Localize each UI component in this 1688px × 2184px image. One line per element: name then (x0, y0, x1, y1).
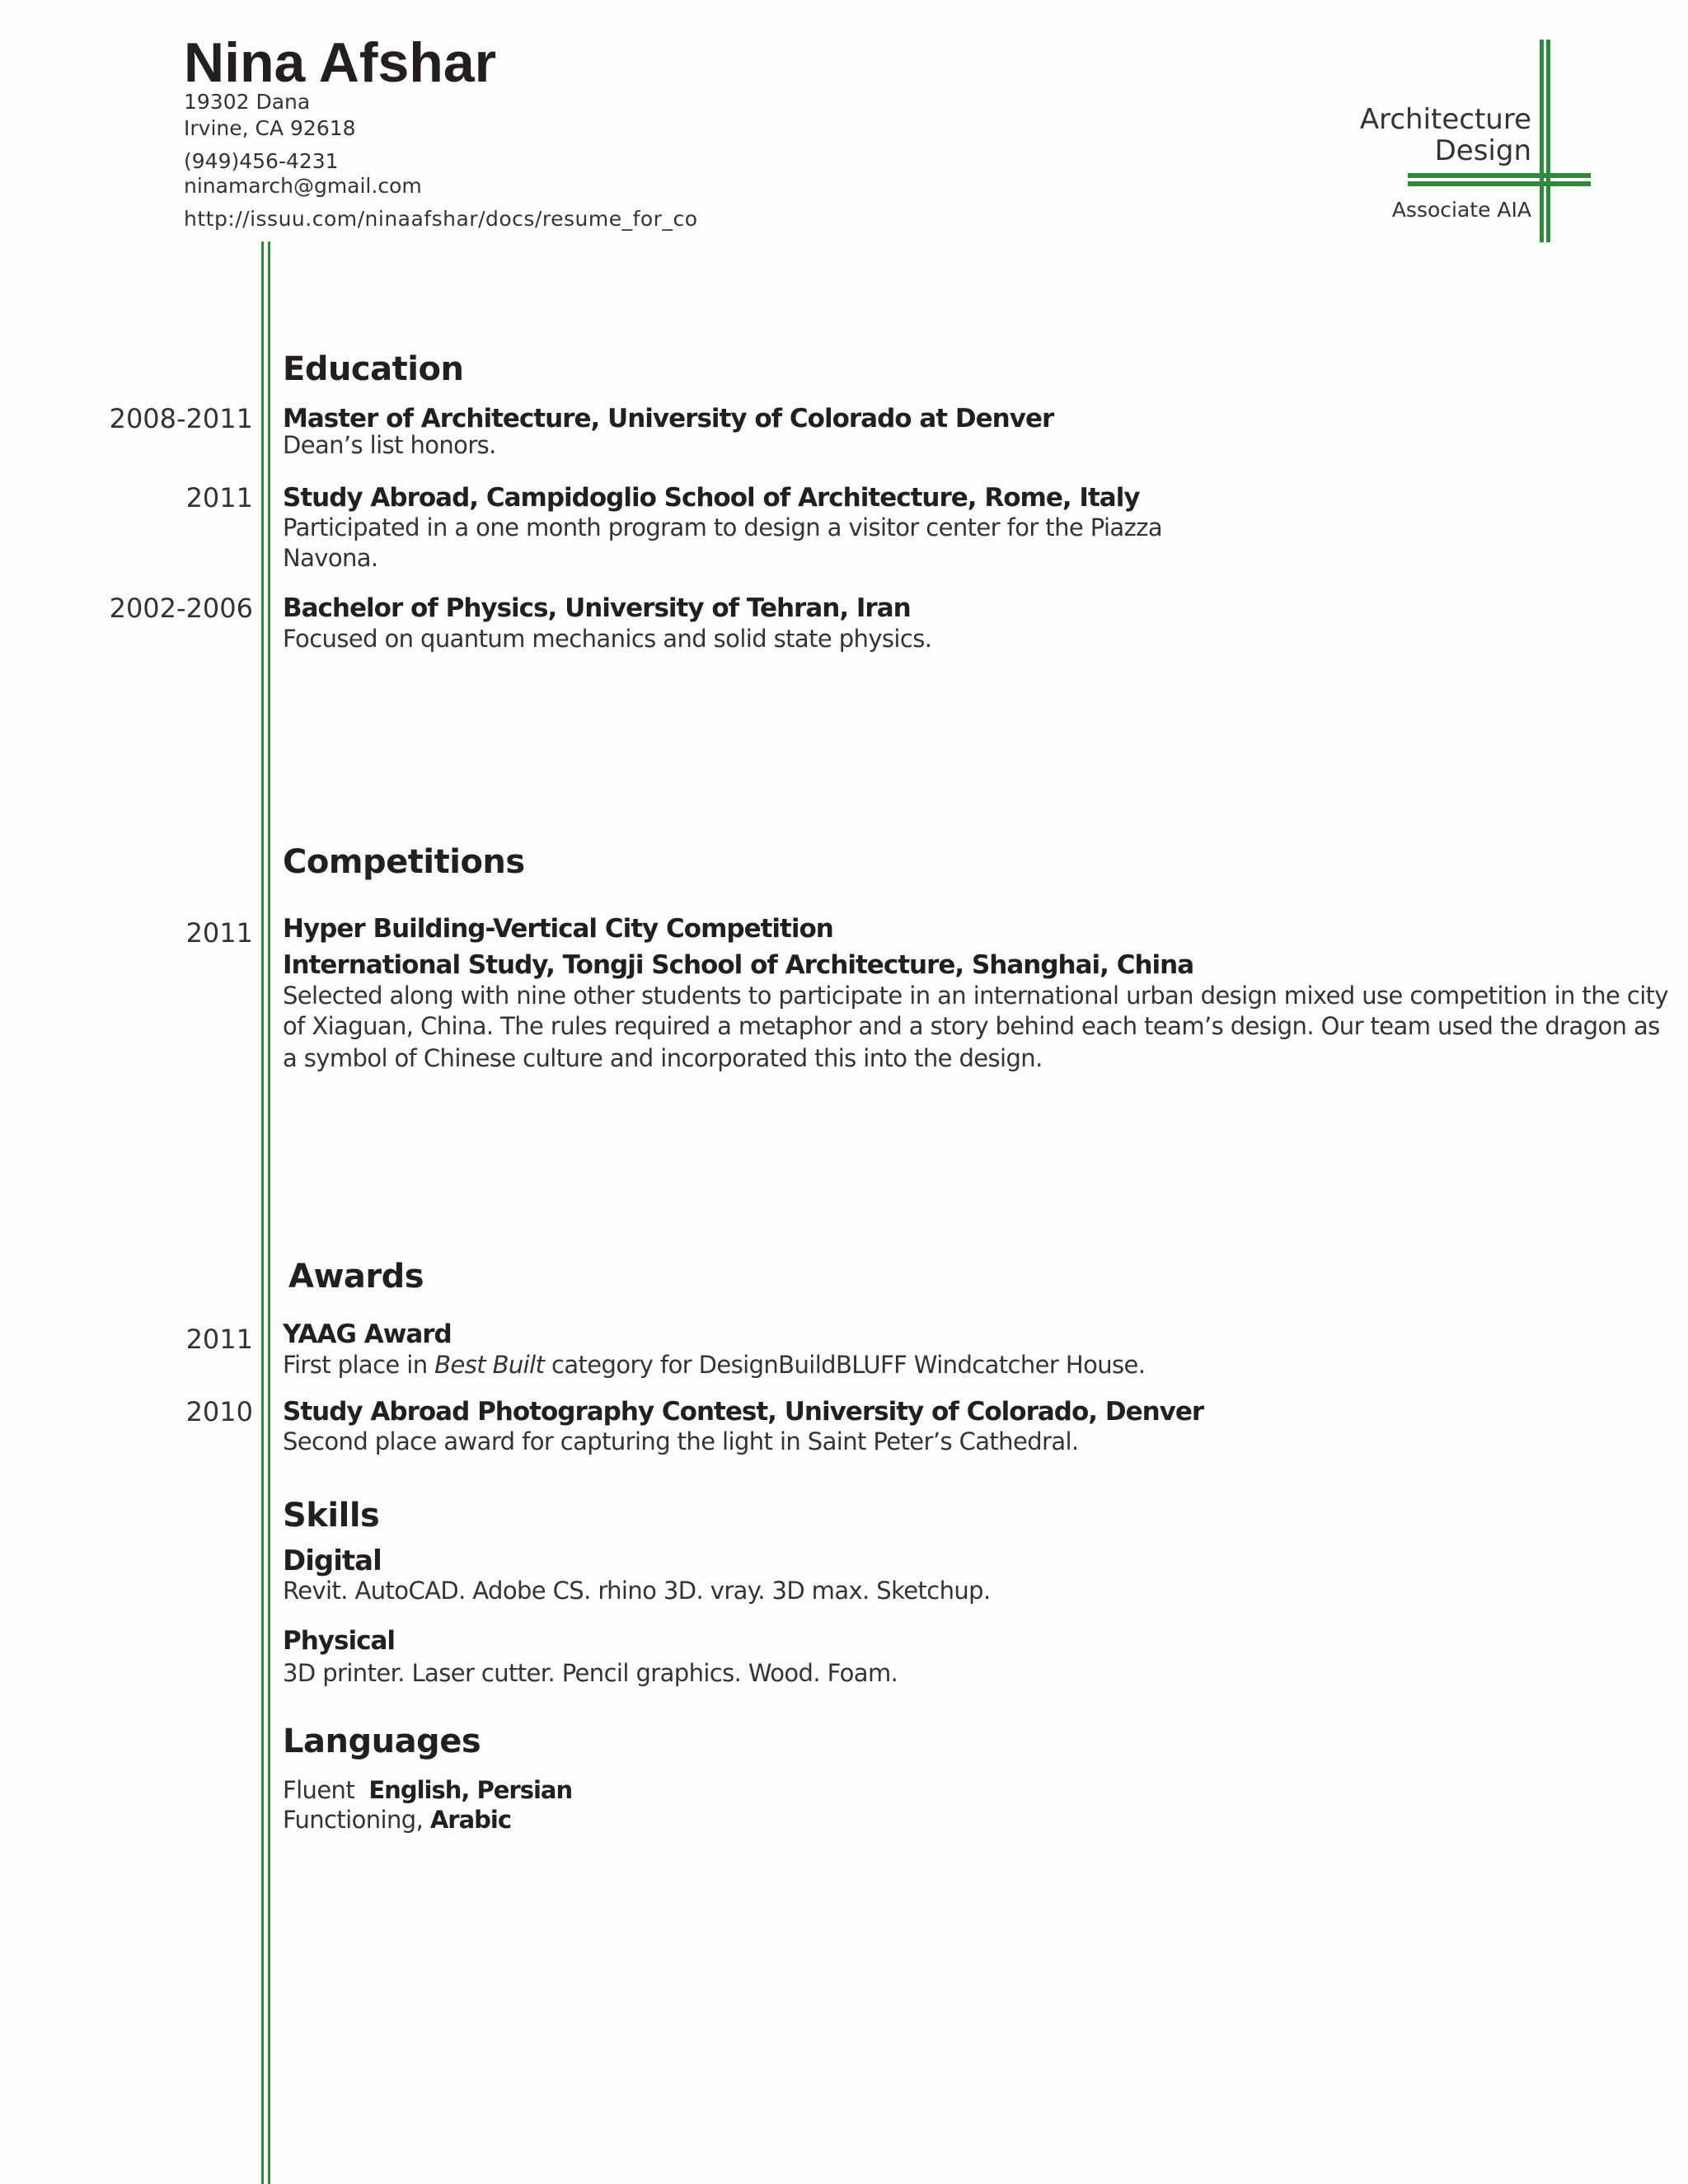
languages-fluent (283, 1775, 572, 1806)
competition-years: 2011 (185, 917, 253, 949)
portfolio-link[interactable]: http://issuu.com/ninaafshar/docs/resume_for_co (184, 207, 698, 231)
competition-subtitle: International Study, Tongji School of Architecture, Shanghai, China (283, 950, 1194, 980)
education-entry-title: Master of Architecture, University of Colorado at Denver (283, 404, 1054, 434)
competition-text: a symbol of Chinese culture and incorporated this into the design. (283, 1044, 1043, 1072)
award-text-after: category for DesignBuildBLUFF Windcatcher House. (544, 1351, 1146, 1379)
fluent-values: English, Persian (368, 1776, 573, 1804)
education-years: 2011 (185, 482, 253, 513)
competitions-heading: Competitions (283, 843, 525, 881)
award-text (283, 1350, 1145, 1380)
logo-title (1360, 104, 1531, 166)
logo-subtitle: Associate AIA (1391, 198, 1531, 222)
education-entry-title: Study Abroad, Campidoglio School of Architecture, Rome, Italy (283, 483, 1140, 513)
education-entry-text: Navona. (283, 544, 378, 572)
education-entry-text: Focused on quantum mechanics and solid state physics. (283, 625, 932, 653)
education-entry-text: Dean’s list honors. (283, 431, 496, 459)
award-text: Second place award for capturing the light in Saint Peter’s Cathedral. (283, 1427, 1079, 1455)
timeline-rule (268, 241, 270, 2184)
award-years: 2010 (185, 1396, 253, 1427)
logo-vertical-line (1546, 40, 1550, 242)
logo-line-2: Design (1434, 134, 1531, 167)
competition-text: of Xiaguan, China. The rules required a metaphor and a story behind each team’s design. Our team used the dragon as (283, 1012, 1660, 1040)
address-line-2: Irvine, CA 92618 (184, 116, 356, 140)
functioning-label: Functioning, (283, 1806, 424, 1834)
skills-physical-label: Physical (283, 1626, 395, 1656)
address-line-1: 19302 Dana (184, 90, 311, 114)
logo-horizontal-line (1408, 181, 1591, 186)
languages-functioning (283, 1805, 511, 1835)
award-years: 2011 (185, 1324, 253, 1355)
awards-heading: Awards (288, 1258, 424, 1296)
education-entry-text: Participated in a one month program to design a visitor center for the Piazza (283, 513, 1163, 541)
fluent-label: Fluent (283, 1776, 355, 1804)
award-title: Study Abroad Photography Contest, University of Colorado, Denver (283, 1397, 1204, 1427)
languages-heading: Languages (283, 1722, 481, 1760)
skills-digital-label: Digital (283, 1544, 382, 1577)
functioning-values: Arabic (429, 1806, 512, 1834)
award-text-before: First place in (283, 1351, 435, 1379)
education-years: 2002-2006 (109, 593, 253, 624)
logo-line-1: Architecture (1359, 103, 1531, 136)
timeline-rule (261, 241, 264, 2184)
award-text-italic: Best Built (434, 1351, 545, 1379)
award-title: YAAG Award (283, 1319, 452, 1349)
email-address[interactable]: ninamarch@gmail.com (184, 174, 422, 198)
logo-vertical-line (1540, 40, 1544, 242)
skills-heading: Skills (283, 1497, 380, 1535)
skills-digital-text: Revit. AutoCAD. Adobe CS. rhino 3D. vray. 3D max. Sketchup. (283, 1577, 991, 1605)
logo-horizontal-line (1408, 173, 1591, 178)
education-entry-title: Bachelor of Physics, University of Tehran, Iran (283, 593, 911, 623)
competition-title: Hyper Building-Vertical City Competition (283, 914, 833, 944)
applicant-name: Nina Afshar (184, 31, 497, 94)
education-heading: Education (283, 350, 464, 388)
competition-text: Selected along with nine other students to participate in an international urban design mixed use competition in the city (283, 982, 1668, 1010)
education-years: 2008-2011 (109, 403, 253, 434)
architecture-design-logo (1360, 40, 1591, 242)
skills-physical-text: 3D printer. Laser cutter. Pencil graphics. Wood. Foam. (283, 1659, 898, 1687)
phone-number: (949)456-4231 (184, 149, 339, 173)
